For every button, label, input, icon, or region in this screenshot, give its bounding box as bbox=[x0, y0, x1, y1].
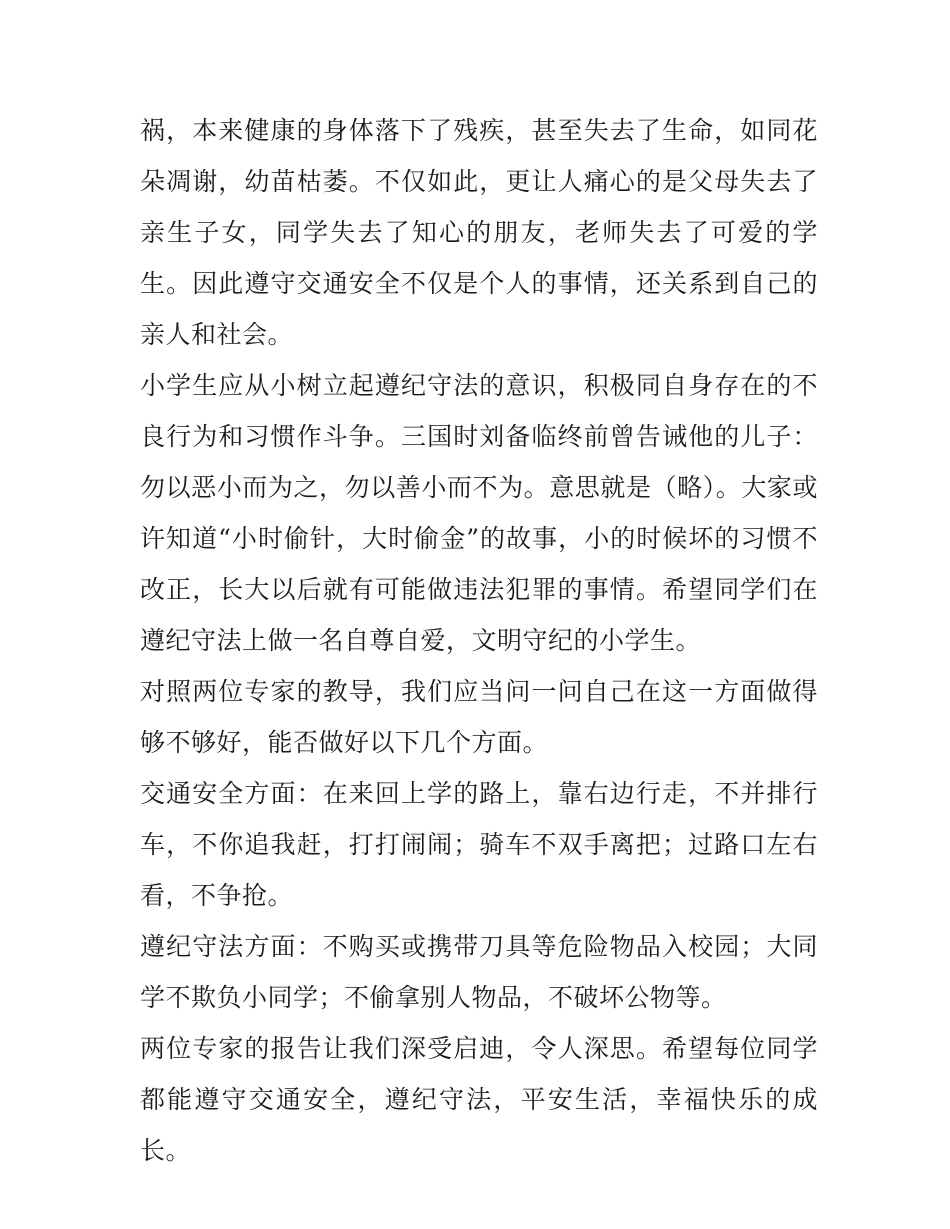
paragraph-conclusion: 两位专家的报告让我们深受启迪，令人深思。希望每位同学都能遵守交通安全，遵纪守法，平安生活，幸福快乐的成长。 bbox=[140, 1034, 818, 1165]
paragraph-self-reflection: 对照两位专家的教导，我们应当问一问自己在这一方面做得够不够好，能否做好以下几个方面。 bbox=[140, 677, 818, 757]
paragraph-consequences: 祸，本来健康的身体落下了残疾，甚至失去了生命，如同花朵凋谢，幼苗枯萎。不仅如此，更让人痛心的是父母失去了亲生子女，同学失去了知心的朋友，老师失去了可爱的学生。因此遵守交通安全不仅是个人的事情，还关系到自己的亲人和社会。 bbox=[140, 116, 818, 349]
paragraph-law-awareness: 小学生应从小树立起遵纪守法的意识，积极同自身存在的不良行为和习惯作斗争。三国时刘备临终前曾告诫他的儿子：勿以恶小而为之，勿以善小而不为。意思就是（略）。大家或许知道“小时偷针，大时偷金”的故事，小的时候坏的习惯不改正，长大以后就有可能做违法犯罪的事情。希望同学们在遵纪守法上做一名自尊自爱，文明守纪的小学生。 bbox=[140, 371, 818, 655]
paragraph-traffic-safety: 交通安全方面：在来回上学的路上，靠右边行走，不并排行车，不你追我赶，打打闹闹；骑车不双手离把；过路口左右看，不争抢。 bbox=[140, 779, 818, 910]
paragraph-law-abiding: 遵纪守法方面：不购买或携带刀具等危险物品入校园；大同学不欺负小同学；不偷拿别人物品，不破坏公物等。 bbox=[140, 932, 818, 1012]
